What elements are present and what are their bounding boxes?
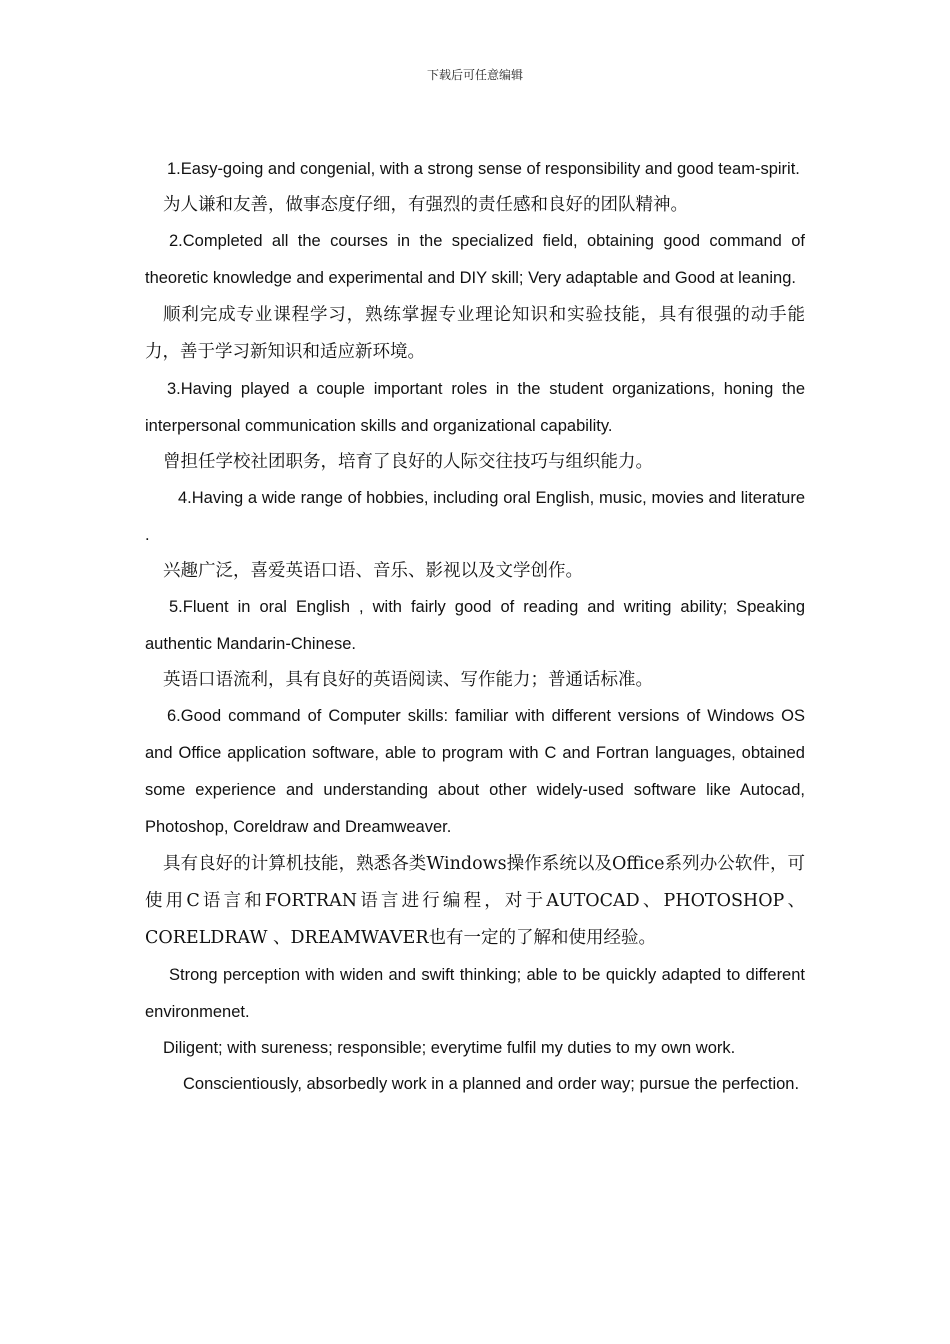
paragraph-9-en: Conscientiously, absorbedly work in a planned and order way; pursue the perfection. bbox=[183, 1075, 800, 1093]
paragraph-5-en: 5.Fluent in oral English , with fairly good of reading and writing ability; Speaking authentic Mandarin-Chinese. bbox=[145, 598, 805, 653]
paragraph-1-zh: 为人谦和友善，做事态度仔细，有强烈的责任感和良好的团队精神。 bbox=[163, 195, 688, 215]
paragraph-1-en: 1.Easy-going and congenial, with a strong sense of responsibility and good team-spirit. bbox=[167, 160, 800, 178]
paragraph-7-en: Strong perception with widen and swift thinking; able to be quickly adapted to different environmenet. bbox=[145, 966, 805, 1021]
paragraph-8-en: Diligent; with sureness; responsible; everytime fulfil my duties to my own work. bbox=[163, 1039, 736, 1057]
paragraph-3-en: 3.Having played a couple important roles in the student organizations, honing the interpersonal communication skills and organizational capability. bbox=[145, 380, 805, 435]
paragraph-2-zh: 顺利完成专业课程学习，熟练掌握专业理论知识和实验技能，具有很强的动手能力，善于学习新知识和适应新环境。 bbox=[145, 305, 805, 362]
paragraph-2-en: 2.Completed all the courses in the specialized field, obtaining good command of theoretic knowledge and experimental and DIY skill; Very adaptable and Good at leaning. bbox=[145, 232, 805, 287]
paragraph-6-zh: 具有良好的计算机技能，熟悉各类Windows操作系统以及Office系列办公软件，可使用C语言和FORTRAN语言进行编程，对于AUTOCAD、PHOTOSHOP、CORELDRAW 、DREAMWAVER也有一定的了解和使用经验。 bbox=[145, 854, 805, 948]
document-body bbox=[145, 151, 805, 1103]
paragraph-4-en: 4.Having a wide range of hobbies, including oral English, music, movies and literature . bbox=[145, 489, 805, 544]
paragraph-4-zh: 兴趣广泛，喜爱英语口语、音乐、影视以及文学创作。 bbox=[163, 561, 583, 581]
page-header: 下载后可任意编辑 bbox=[426, 68, 523, 82]
paragraph-6-en: 6.Good command of Computer skills: familiar with different versions of Windows OS and Office application software, able to program with C and Fortran languages, obtained some experience and understanding about other widely-used software like Autocad, Photoshop, Coreldraw and Dreamweaver. bbox=[145, 707, 805, 836]
paragraph-3-zh: 曾担任学校社团职务，培育了良好的人际交往技巧与组织能力。 bbox=[163, 452, 653, 472]
paragraph-5-zh: 英语口语流利，具有良好的英语阅读、写作能力；普通话标准。 bbox=[163, 670, 653, 690]
